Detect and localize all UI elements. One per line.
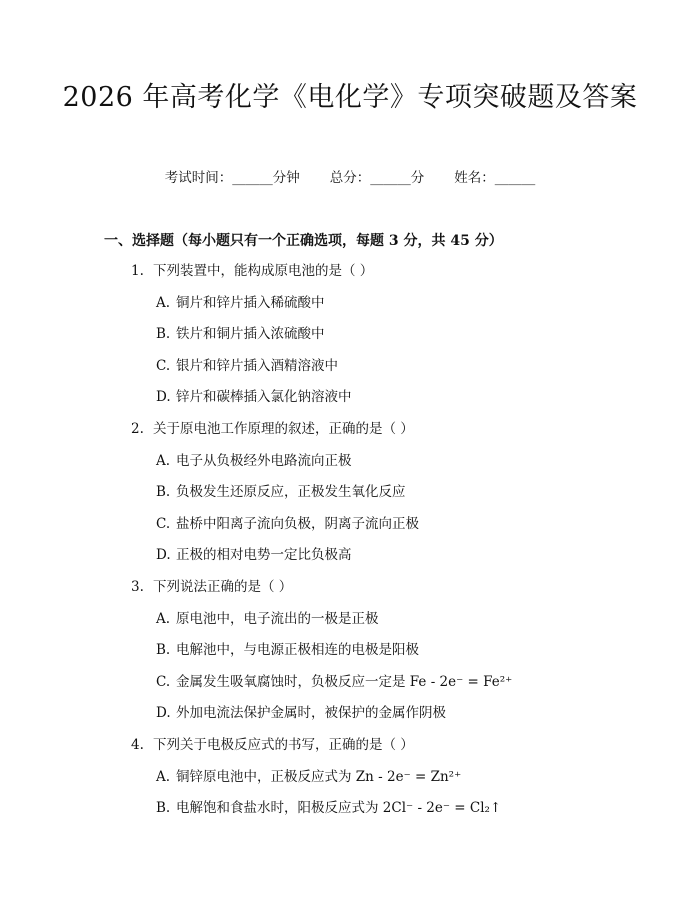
option-text: 电解饱和食盐水时，阳极反应式为 2Cl⁻ - 2e⁻ = Cl₂↑ [176,800,502,817]
option-text: 正极的相对电势一定比负极高 [176,547,352,564]
answer-option [104,357,624,389]
answer-option [104,452,624,484]
answer-option [104,768,624,800]
option-letter: D. [156,389,171,406]
question-list [104,262,624,831]
option-text: 铜锌原电池中，正极反应式为 Zn - 2e⁻ = Zn²⁺ [176,768,462,785]
option-text: 电解池中，与电源正极相连的电极是阳极 [176,642,419,659]
question-number: 3. [131,578,144,595]
option-letter: C. [156,673,171,690]
option-letter: C. [156,357,171,374]
option-letter: B. [156,484,171,501]
option-text: 铁片和铜片插入浓硫酸中 [176,326,325,343]
answer-option [104,641,624,673]
answer-option [104,546,624,578]
option-text: 负极发生还原反应，正极发生氧化反应 [176,484,406,501]
option-letter: B. [156,326,171,343]
page-title: 2026 年高考化学《电化学》专项突破题及答案 [62,82,638,113]
question-number: 2. [131,420,144,437]
option-letter: B. [156,642,171,659]
question-stem [104,420,624,452]
question-text: 下列关于电极反应式的书写，正确的是（ ） [153,736,414,753]
question-text: 关于原电池工作原理的叙述，正确的是（ ） [153,420,414,437]
answer-option [104,515,624,547]
answer-option [104,388,624,420]
question-number: 4. [131,736,144,753]
exam-time-field: 考试时间：______分钟 [164,170,300,186]
question-text: 下列装置中，能构成原电池的是（ ） [153,263,374,279]
question-stem [104,736,624,768]
total-score-field: 总分：______分 [329,170,425,186]
option-text: 电子从负极经外电路流向正极 [176,452,352,469]
question-number: 1. [131,263,144,279]
answer-option [104,799,624,831]
answer-option [104,673,624,705]
answer-option [104,704,624,736]
option-letter: B. [156,800,171,817]
option-letter: A. [156,452,171,469]
option-text: 银片和锌片插入酒精溶液中 [176,357,338,374]
question-stem [104,262,624,294]
question-stem [104,578,624,610]
option-text: 金属发生吸氧腐蚀时，负极反应一定是 Fe - 2e⁻ = Fe²⁺ [176,673,513,690]
answer-option [104,610,624,642]
question-text: 下列说法正确的是（ ） [153,578,293,595]
option-letter: A. [156,294,171,311]
option-letter: C. [156,515,171,532]
option-letter: D. [156,547,171,564]
option-letter: A. [156,610,171,627]
answer-option [104,325,624,357]
student-name-field: 姓名：______ [454,170,536,186]
option-text: 盐桥中阳离子流向负极，阴离子流向正极 [176,515,419,532]
option-text: 锌片和碳棒插入氯化钠溶液中 [176,389,352,406]
section-heading: 一、选择题（每小题只有一个正确选项，每题 3 分，共 45 分） [104,233,503,249]
exam-meta [0,166,700,186]
option-text: 外加电流法保护金属时，被保护的金属作阴极 [176,705,446,722]
option-text: 原电池中，电子流出的一极是正极 [176,610,379,627]
option-letter: A. [156,768,171,785]
option-letter: D. [156,705,171,722]
answer-option [104,483,624,515]
option-text: 铜片和锌片插入稀硫酸中 [176,294,325,311]
answer-option [104,294,624,326]
